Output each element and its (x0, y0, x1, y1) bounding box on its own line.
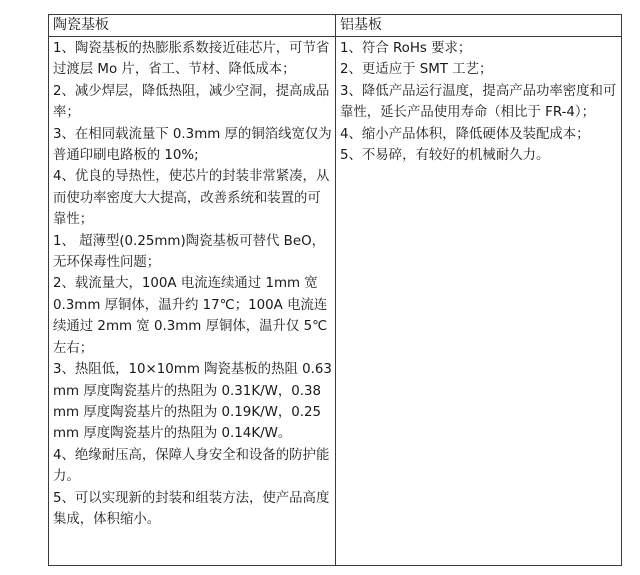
header-aluminum-substrate: 铝基板 (336, 15, 622, 37)
list-item: 2、更适应于 SMT 工艺； (340, 62, 493, 78)
list-item: 1、 超薄型(0.25mm)陶瓷基板可替代 BeO，无环保毒性问题； (53, 233, 326, 271)
list-item: 5、不易碎，有较好的机械耐久力。 (340, 148, 550, 164)
list-item: 1、符合 RoHs 要求； (340, 41, 472, 56)
list-item: 3、在相同载流量下 0.3mm 厚的铜箔线宽仅为普通印刷电路板的 10%; (53, 126, 332, 164)
list-item: 4、优良的导热性，使芯片的封装非常紧凑，从而使功率密度大大提高，改善系统和装置的可靠性； (53, 169, 330, 228)
table-row (49, 37, 622, 566)
comparison-table (48, 14, 622, 566)
list-item: 1、陶瓷基板的热膨胀系数接近硅芯片，可节省过渡层 Mo 片，省工、节材、降低成本； (53, 41, 330, 78)
list-item: 3、降低产品运行温度，提高产品功率密度和可靠性，延长产品使用寿命（相比于 FR-4）； (340, 83, 617, 121)
header-ceramic-substrate: 陶瓷基板 (49, 15, 336, 37)
list-item: 4、缩小产品体积，降低硬体及装配成本； (340, 126, 590, 142)
aluminum-advantages-cell (336, 37, 622, 566)
list-item: 2、减少焊层，降低热阻，减少空洞，提高成品率； (53, 83, 330, 121)
table-header-row (49, 15, 622, 37)
ceramic-advantages-cell (49, 37, 336, 566)
list-item: 5、可以实现新的封装和组装方法，使产品高度集成，体积缩小。 (53, 490, 330, 527)
list-item: 2、载流量大，100A 电流连续通过 1mm 宽 0.3mm 厚铜体，温升约 17℃；100A 电流连续通过 2mm 宽 0.3mm 厚铜体，温升仅 5℃左右； (53, 276, 328, 356)
list-item: 3、热阻低，10×10mm 陶瓷基板的热阻 0.63mm 厚度陶瓷基片的热阻为 0.31K/W，0.38mm 厚度陶瓷基片的热阻为 0.19K/W，0.25mm 厚度陶瓷基片的热阻为 0.14K/W。 (53, 362, 332, 442)
list-item: 4、绝缘耐压高，保障人身安全和设备的防护能力。 (53, 447, 330, 485)
